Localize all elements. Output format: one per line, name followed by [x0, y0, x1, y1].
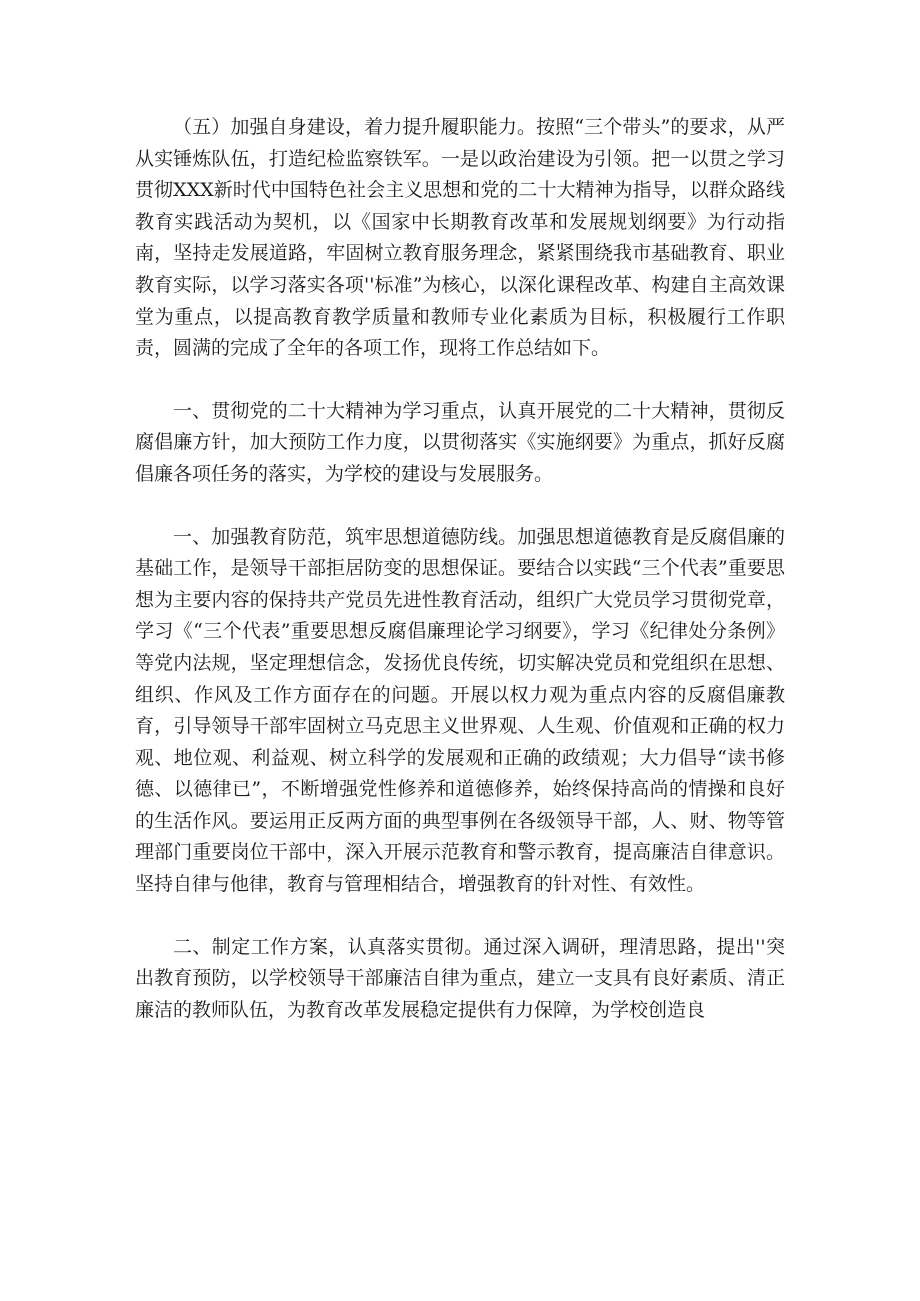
paragraph-spacer: [135, 491, 785, 522]
paragraph-work-plan: 二、制定工作方案，认真落实贯彻。通过深入调研，理清思路，提出''突出教育预防，以学校领导干部廉洁自律为重点，建立一支具有良好素质、清正廉洁的教师队伍，为教育改革发展稳定提供有力保障，为学校创造良: [135, 935, 785, 1021]
paragraph-education-prevention: 一、加强教育防范，筑牢思想道德防线。加强思想道德教育是反腐倡廉的基础工作，是领导干部拒居防变的思想保证。要结合以实践“三个代表”重要思想为主要内容的保持共产党员先进性教育活动，组织广大党员学习贯彻党章，学习《“三个代表”重要思想反腐倡廉理论学习纲要》，学习《纪律处分条例》等党内法规，坚定理想信念，发扬优良传统，切实解决党员和党组织在思想、组织、作风及工作方面存在的问题。开展以权力观为重点内容的反腐倡廉教育，引导领导干部牢固树立马克思主义世界观、人生观、价值观和正确的权力观、地位观、利益观、树立科学的发展观和正确的政绩观；大力倡导“读书修德、以德律已”，不断增强党性修养和道德修养，始终保持高尚的情操和良好的生活作风。要运用正反两方面的典型事例在各级领导干部，人、财、物等管理部门重要岗位干部中，深入开展示范教育和警示教育，提高廉洁自律意识。坚持自律与他律，教育与管理相结合，增强教育的针对性、有效性。: [135, 525, 785, 896]
paragraph-spacer: [135, 901, 785, 932]
document-body: [135, 112, 785, 1026]
paragraph-self-building: （五）加强自身建设，着力提升履职能力。按照“三个带头”的要求，从严从实锤炼队伍，打造纪检监察铁军。一是以政治建设为引领。把一以贯之学习贯彻XXX新时代中国特色社会主义思想和党的二十大精神为指导，以群众路线教育实践活动为契机，以《国家中长期教育改革和发展规划纲要》为行动指南，坚持走发展道路，牢固树立教育服务理念，紧紧围绕我市基础教育、职业教育实际，以学习落实各项''标准”为核心，以深化课程改革、构建自主高效课堂为重点，以提高教育教学质量和教师专业化素质为目标，积极履行工作职责，圆满的完成了全年的各项工作，现将工作总结如下。: [135, 116, 785, 360]
paragraph-party-congress: 一、贯彻党的二十大精神为学习重点，认真开展党的二十大精神，贯彻反腐倡廉方针，加大预防工作力度，以贯彻落实《实施纲要》为重点，抓好反腐倡廉各项任务的落实，为学校的建设与发展服务。: [135, 399, 785, 485]
paragraph-spacer: [135, 365, 785, 396]
